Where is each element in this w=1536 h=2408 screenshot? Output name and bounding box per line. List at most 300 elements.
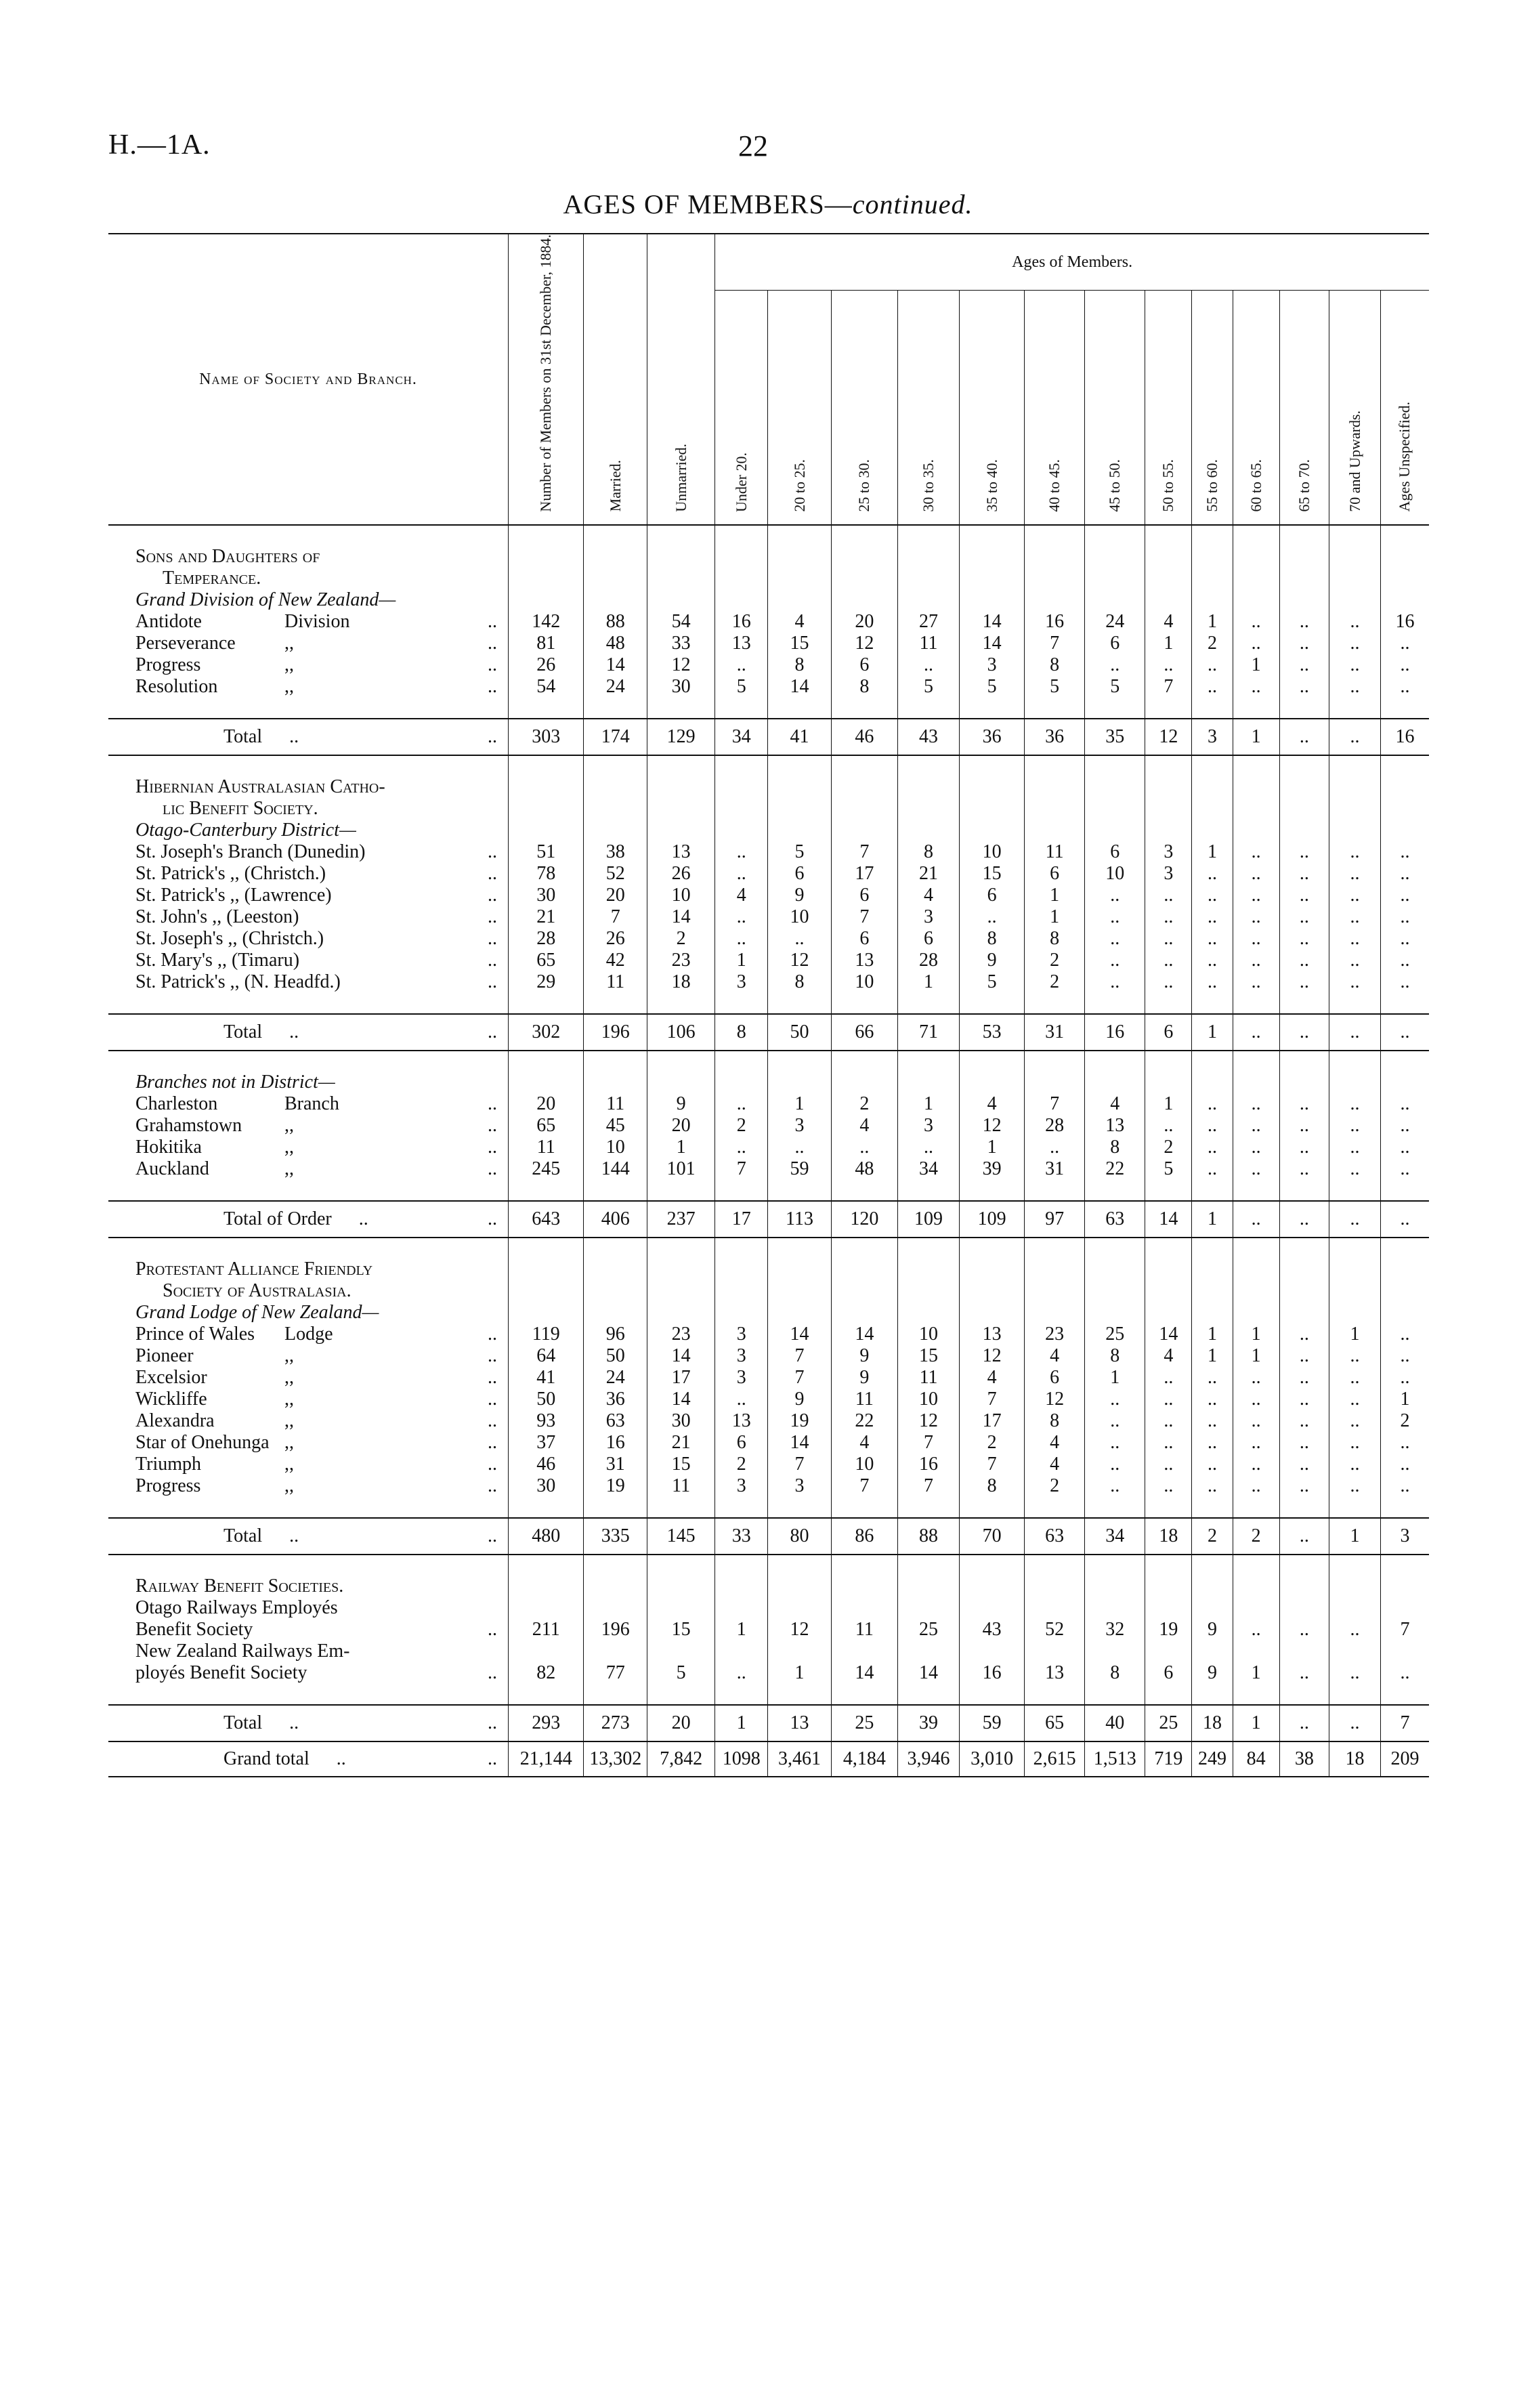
table-cell: 10 <box>897 1324 959 1345</box>
table-cell: .. <box>1145 885 1192 906</box>
section-label: Grand Lodge of New Zealand— <box>135 1301 379 1323</box>
table-cell: 1 <box>897 1093 959 1115</box>
table-cell: 245 <box>509 1158 584 1180</box>
table-cell: 19 <box>768 1410 832 1432</box>
table-cell: 196 <box>584 1619 647 1641</box>
table-cell: 22 <box>1085 1158 1145 1180</box>
row-name: Resolution ,, .. <box>135 675 498 697</box>
table-cell: 32 <box>1085 1619 1145 1641</box>
row-name: Grahamstown ,, .. <box>135 1114 498 1136</box>
table-cell: .. <box>1145 906 1192 928</box>
row-name: Total .. .. <box>108 1014 509 1051</box>
table-cell: 1 <box>1233 654 1279 676</box>
table-cell: 1 <box>715 1619 768 1641</box>
column-header-age: 40 to 45. <box>1025 291 1085 525</box>
table-row <box>108 950 1429 971</box>
table-cell: 18 <box>1192 1705 1233 1741</box>
table-cell: .. <box>1329 676 1381 698</box>
table-cell: 31 <box>584 1454 647 1475</box>
spacer-row <box>108 1555 1429 1576</box>
table-cell: 14 <box>831 1662 897 1684</box>
table-cell: 10 <box>960 841 1025 863</box>
table-cell: .. <box>1329 1432 1381 1454</box>
table-cell: .. <box>1279 1014 1329 1051</box>
table-cell: 97 <box>1025 1201 1085 1238</box>
table-cell: .. <box>1233 611 1279 633</box>
table-cell: 1 <box>1329 1324 1381 1345</box>
table-cell: 12 <box>768 950 832 971</box>
table-cell: 16 <box>1085 1014 1145 1051</box>
table-cell: .. <box>1329 928 1381 950</box>
table-cell: 5 <box>1025 676 1085 698</box>
table-cell: 71 <box>897 1014 959 1051</box>
table-cell: 2 <box>715 1115 768 1137</box>
table-cell: 14 <box>768 676 832 698</box>
section-label: lic Benefit Society. <box>163 797 318 819</box>
table-cell: 20 <box>831 611 897 633</box>
table-cell: 719 <box>1145 1741 1192 1777</box>
table-cell: 12 <box>768 1619 832 1641</box>
table-cell: 21,144 <box>509 1741 584 1777</box>
spacer-row <box>108 1497 1429 1518</box>
table-cell: .. <box>1279 633 1329 654</box>
spacer-row <box>108 1238 1429 1259</box>
table-cell: .. <box>1329 1454 1381 1475</box>
table-row <box>108 863 1429 885</box>
table-cell: 23 <box>1025 1324 1085 1345</box>
table-cell: 36 <box>1025 719 1085 755</box>
section-label: Temperance. <box>163 567 261 589</box>
table-cell: .. <box>1380 633 1429 654</box>
table-cell: 11 <box>831 1389 897 1410</box>
table-cell: .. <box>1380 1137 1429 1158</box>
table-cell: 6 <box>897 928 959 950</box>
table-cell: 18 <box>1145 1518 1192 1555</box>
table-cell: .. <box>1329 1345 1381 1367</box>
column-header-age: 30 to 35. <box>897 291 959 525</box>
table-cell: 28 <box>1025 1115 1085 1137</box>
table-cell: 1 <box>1329 1518 1381 1555</box>
row-name: Progress ,, .. <box>135 1475 498 1496</box>
row-name: Hokitika ,, .. <box>135 1136 498 1158</box>
table-cell: 101 <box>647 1158 715 1180</box>
table-cell: 237 <box>647 1201 715 1238</box>
table-cell: .. <box>715 1389 768 1410</box>
table-cell: 34 <box>897 1158 959 1180</box>
table-cell: .. <box>1085 654 1145 676</box>
table-cell: .. <box>1329 971 1381 993</box>
table-row <box>108 1345 1429 1367</box>
table-cell: 196 <box>584 1014 647 1051</box>
table-cell: .. <box>1329 633 1381 654</box>
table-cell: 11 <box>584 971 647 993</box>
total-row <box>108 1014 1429 1051</box>
table-cell: 88 <box>897 1518 959 1555</box>
table-cell: 9 <box>831 1367 897 1389</box>
table-cell: 66 <box>831 1014 897 1051</box>
table-cell: 11 <box>584 1093 647 1115</box>
table-cell: 15 <box>647 1619 715 1641</box>
table-cell: 16 <box>715 611 768 633</box>
row-name: Triumph ,, .. <box>135 1453 498 1475</box>
table-cell: 6 <box>831 928 897 950</box>
table-cell: 335 <box>584 1518 647 1555</box>
table-cell: .. <box>1233 841 1279 863</box>
table-cell: 16 <box>1380 719 1429 755</box>
table-cell: 35 <box>1085 719 1145 755</box>
table-cell: 65 <box>509 950 584 971</box>
table-cell: .. <box>1233 1014 1279 1051</box>
table-row <box>108 885 1429 906</box>
table-cell: 81 <box>509 633 584 654</box>
table-cell: 1,513 <box>1085 1741 1145 1777</box>
table-cell: 3 <box>1380 1518 1429 1555</box>
table-cell: .. <box>1329 950 1381 971</box>
table-cell: 38 <box>1279 1741 1329 1777</box>
row-name: Total of Order .. .. <box>108 1201 509 1238</box>
table-cell: 1 <box>1192 1345 1233 1367</box>
table-cell: 6 <box>715 1432 768 1454</box>
table-cell: 36 <box>960 719 1025 755</box>
table-cell: 12 <box>960 1345 1025 1367</box>
row-name: St. Patrick's ,, (Christch.) .. <box>135 862 498 884</box>
table-cell: 9 <box>831 1345 897 1367</box>
table-cell: 4 <box>960 1093 1025 1115</box>
table-cell: .. <box>1233 1367 1279 1389</box>
table-cell: 33 <box>715 1518 768 1555</box>
table-cell: .. <box>1233 1410 1279 1432</box>
table-row <box>108 971 1429 993</box>
table-cell: 4,184 <box>831 1741 897 1777</box>
table-cell: 1 <box>1380 1389 1429 1410</box>
table-cell: 8 <box>1085 1662 1145 1684</box>
table-cell: 23 <box>647 950 715 971</box>
table-cell: 14 <box>1145 1201 1192 1238</box>
table-cell: 50 <box>768 1014 832 1051</box>
table-cell: .. <box>1233 928 1279 950</box>
table-cell: 129 <box>647 719 715 755</box>
table-cell: .. <box>1233 1158 1279 1180</box>
table-cell: 7 <box>897 1475 959 1497</box>
table-cell: .. <box>1380 1115 1429 1137</box>
table-cell: 10 <box>647 885 715 906</box>
table-cell: 8 <box>831 676 897 698</box>
table-cell: 144 <box>584 1158 647 1180</box>
table-cell: .. <box>1085 885 1145 906</box>
table-cell: .. <box>1380 863 1429 885</box>
table-cell: 2 <box>715 1454 768 1475</box>
table-cell: 25 <box>831 1705 897 1741</box>
table-cell: .. <box>1145 1367 1192 1389</box>
table-cell: .. <box>1192 1158 1233 1180</box>
row-name: Pioneer ,, .. <box>135 1345 498 1366</box>
table-cell: .. <box>831 1137 897 1158</box>
table-cell: 14 <box>647 1389 715 1410</box>
table-cell: .. <box>1192 971 1233 993</box>
table-cell: 7 <box>831 906 897 928</box>
table-cell: 480 <box>509 1518 584 1555</box>
table-cell: .. <box>1233 1475 1279 1497</box>
table-cell: .. <box>1192 906 1233 928</box>
table-cell: 25 <box>1085 1324 1145 1345</box>
table-cell: 4 <box>1025 1432 1085 1454</box>
table-cell: 1 <box>1192 611 1233 633</box>
table-cell: 12 <box>1025 1389 1085 1410</box>
table-cell: 39 <box>960 1158 1025 1180</box>
spacer-row <box>108 755 1429 776</box>
table-cell: 24 <box>584 676 647 698</box>
column-header-age: 60 to 65. <box>1233 291 1279 525</box>
table-cell: 65 <box>1025 1705 1085 1741</box>
table-cell: 14 <box>960 633 1025 654</box>
section-label: Society of Australasia. <box>163 1280 351 1301</box>
table-cell: .. <box>1329 1367 1381 1389</box>
table-cell: .. <box>1329 611 1381 633</box>
table-cell: 20 <box>647 1115 715 1137</box>
table-cell: .. <box>1279 885 1329 906</box>
table-cell: .. <box>1233 676 1279 698</box>
table-cell: 9 <box>960 950 1025 971</box>
ages-table <box>108 233 1429 1777</box>
table-cell: 9 <box>1192 1619 1233 1641</box>
table-cell: .. <box>715 654 768 676</box>
table-row <box>108 841 1429 863</box>
table-cell: .. <box>1145 928 1192 950</box>
table-cell: .. <box>1192 1410 1233 1432</box>
table-cell: 119 <box>509 1324 584 1345</box>
table-cell: 43 <box>960 1619 1025 1641</box>
section-label: Branches not in District— <box>135 1071 335 1093</box>
table-cell: 9 <box>768 1389 832 1410</box>
table-cell: 4 <box>831 1432 897 1454</box>
table-cell: .. <box>1380 1158 1429 1180</box>
table-cell: 52 <box>584 863 647 885</box>
row-name: St. Joseph's ,, (Christch.) .. <box>135 927 498 949</box>
column-header-age: Under 20. <box>715 291 768 525</box>
table-cell: .. <box>1145 971 1192 993</box>
total-row <box>108 1705 1429 1741</box>
section-label: Hibernian Australasian Catho- <box>135 776 385 797</box>
table-cell: 3 <box>715 971 768 993</box>
table-cell: 24 <box>584 1367 647 1389</box>
table-cell: 249 <box>1192 1741 1233 1777</box>
table-cell: 145 <box>647 1518 715 1555</box>
table-cell: 28 <box>509 928 584 950</box>
table-cell: .. <box>1085 906 1145 928</box>
table-cell: .. <box>1233 1389 1279 1410</box>
table-cell: 17 <box>715 1201 768 1238</box>
table-cell: .. <box>715 928 768 950</box>
table-cell: .. <box>1279 1518 1329 1555</box>
table-cell: 1 <box>647 1137 715 1158</box>
section-label-row <box>108 798 1429 820</box>
table-cell: 13 <box>715 633 768 654</box>
column-header-age: 65 to 70. <box>1279 291 1329 525</box>
table-cell: 303 <box>509 719 584 755</box>
table-cell: 6 <box>1025 863 1085 885</box>
column-header-married: Married. <box>584 234 647 525</box>
table-cell: 84 <box>1233 1741 1279 1777</box>
table-cell: 10 <box>1085 863 1145 885</box>
table-cell: 13 <box>960 1324 1025 1345</box>
table-cell: .. <box>1279 611 1329 633</box>
table-cell: 11 <box>897 1367 959 1389</box>
table-cell: .. <box>1279 863 1329 885</box>
table-cell: 3 <box>960 654 1025 676</box>
table-cell: .. <box>715 1093 768 1115</box>
table-cell: .. <box>1380 1093 1429 1115</box>
table-cell: 3 <box>715 1475 768 1497</box>
table-cell: .. <box>715 906 768 928</box>
spacer-row <box>108 993 1429 1014</box>
table-cell: 26 <box>647 863 715 885</box>
table-cell: 4 <box>715 885 768 906</box>
table-cell: .. <box>1329 885 1381 906</box>
table-cell: 30 <box>509 1475 584 1497</box>
table-cell: .. <box>1380 971 1429 993</box>
table-cell: 15 <box>768 633 832 654</box>
table-cell: 9 <box>768 885 832 906</box>
table-cell: 28 <box>897 950 959 971</box>
table-cell: .. <box>1145 1115 1192 1137</box>
table-cell: 9 <box>1192 1662 1233 1684</box>
table-cell: 12 <box>647 654 715 676</box>
row-name: Alexandra ,, .. <box>135 1410 498 1431</box>
table-cell: 5 <box>960 971 1025 993</box>
table-cell: 1 <box>897 971 959 993</box>
section-label: Otago Railways Employés <box>135 1597 338 1618</box>
table-cell: .. <box>1233 971 1279 993</box>
table-cell: .. <box>1329 1201 1381 1238</box>
row-name: Grand total .. .. <box>108 1741 509 1777</box>
table-cell: 1 <box>715 950 768 971</box>
table-cell: 54 <box>509 676 584 698</box>
table-cell: 3,461 <box>768 1741 832 1777</box>
total-row <box>108 1741 1429 1777</box>
table-cell: 142 <box>509 611 584 633</box>
table-cell: 3 <box>715 1345 768 1367</box>
table-cell: 1 <box>1085 1367 1145 1389</box>
row-name: Excelsior ,, .. <box>135 1366 498 1388</box>
table-cell: .. <box>1279 1137 1329 1158</box>
table-row <box>108 1158 1429 1180</box>
table-cell: .. <box>1085 1410 1145 1432</box>
table-cell: 11 <box>647 1475 715 1497</box>
table-cell: 106 <box>647 1014 715 1051</box>
table-cell: .. <box>1329 654 1381 676</box>
table-cell: .. <box>1380 654 1429 676</box>
table-cell: 13,302 <box>584 1741 647 1777</box>
table-cell: .. <box>1233 1454 1279 1475</box>
section-label-row <box>108 1641 1429 1662</box>
section-label-row <box>108 1302 1429 1324</box>
table-cell: 8 <box>1025 1410 1085 1432</box>
table-cell: .. <box>1279 1324 1329 1345</box>
table-cell: 45 <box>584 1115 647 1137</box>
table-cell: 18 <box>1329 1741 1381 1777</box>
section-label-row <box>108 1597 1429 1619</box>
column-header-name: Name of Society and Branch. <box>108 234 509 525</box>
column-header-age: 20 to 25. <box>768 291 832 525</box>
table-cell: 15 <box>897 1345 959 1367</box>
table-cell: 8 <box>768 971 832 993</box>
table-cell: .. <box>1279 1454 1329 1475</box>
table-row <box>108 1389 1429 1410</box>
table-cell: 8 <box>1085 1345 1145 1367</box>
section-label-row <box>108 589 1429 611</box>
table-cell: 25 <box>1145 1705 1192 1741</box>
table-cell: 2 <box>1192 1518 1233 1555</box>
table-cell: 1 <box>1025 885 1085 906</box>
table-row <box>108 654 1429 676</box>
table-cell: .. <box>1145 654 1192 676</box>
table-cell: 302 <box>509 1014 584 1051</box>
table-cell: 88 <box>584 611 647 633</box>
table-cell: 1 <box>768 1093 832 1115</box>
table-cell: 27 <box>897 611 959 633</box>
table-cell: 80 <box>768 1518 832 1555</box>
table-cell: 7 <box>768 1345 832 1367</box>
column-header-members: Number of Members on 31st December, 1884. <box>509 234 584 525</box>
spacer-row <box>108 698 1429 719</box>
column-header-age: 45 to 50. <box>1085 291 1145 525</box>
table-row <box>108 1662 1429 1684</box>
section-label-row <box>108 1280 1429 1302</box>
table-cell: 7 <box>831 1475 897 1497</box>
table-cell: .. <box>1085 950 1145 971</box>
table-cell: 50 <box>509 1389 584 1410</box>
table-cell: 20 <box>584 885 647 906</box>
table-cell: 53 <box>960 1014 1025 1051</box>
table-row <box>108 1454 1429 1475</box>
page-title: AGES OF MEMBERS—continued. <box>563 189 973 219</box>
table-cell: .. <box>1192 863 1233 885</box>
table-cell: 38 <box>584 841 647 863</box>
header-row-top <box>108 234 1429 291</box>
table-cell: .. <box>1279 906 1329 928</box>
table-cell: 4 <box>897 885 959 906</box>
table-cell: 5 <box>768 841 832 863</box>
table-row <box>108 1324 1429 1345</box>
table-cell: 109 <box>960 1201 1025 1238</box>
table-cell: .. <box>1329 1137 1381 1158</box>
column-header-age: 70 and Upwards. <box>1329 291 1381 525</box>
table-cell: .. <box>1329 1662 1381 1684</box>
table-cell: 31 <box>1025 1158 1085 1180</box>
table-cell: 3 <box>1145 841 1192 863</box>
table-cell: 12 <box>1145 719 1192 755</box>
table-cell: 10 <box>584 1137 647 1158</box>
table-cell: 33 <box>647 633 715 654</box>
table-cell: 23 <box>647 1324 715 1345</box>
table-cell: 273 <box>584 1705 647 1741</box>
table-cell: 11 <box>509 1137 584 1158</box>
table-cell: 7 <box>715 1158 768 1180</box>
table-body <box>108 525 1429 1777</box>
table-cell: 41 <box>768 719 832 755</box>
table-cell: .. <box>1329 841 1381 863</box>
row-name: St. John's ,, (Leeston) .. <box>135 906 498 927</box>
table-cell: 5 <box>715 676 768 698</box>
table-row <box>108 1115 1429 1137</box>
table-cell: 1 <box>1192 841 1233 863</box>
table-cell: 3 <box>897 906 959 928</box>
table-cell: 2 <box>1192 633 1233 654</box>
table-cell: 25 <box>897 1619 959 1641</box>
table-row <box>108 1619 1429 1641</box>
table-cell: .. <box>1380 885 1429 906</box>
column-header-age: 35 to 40. <box>960 291 1025 525</box>
